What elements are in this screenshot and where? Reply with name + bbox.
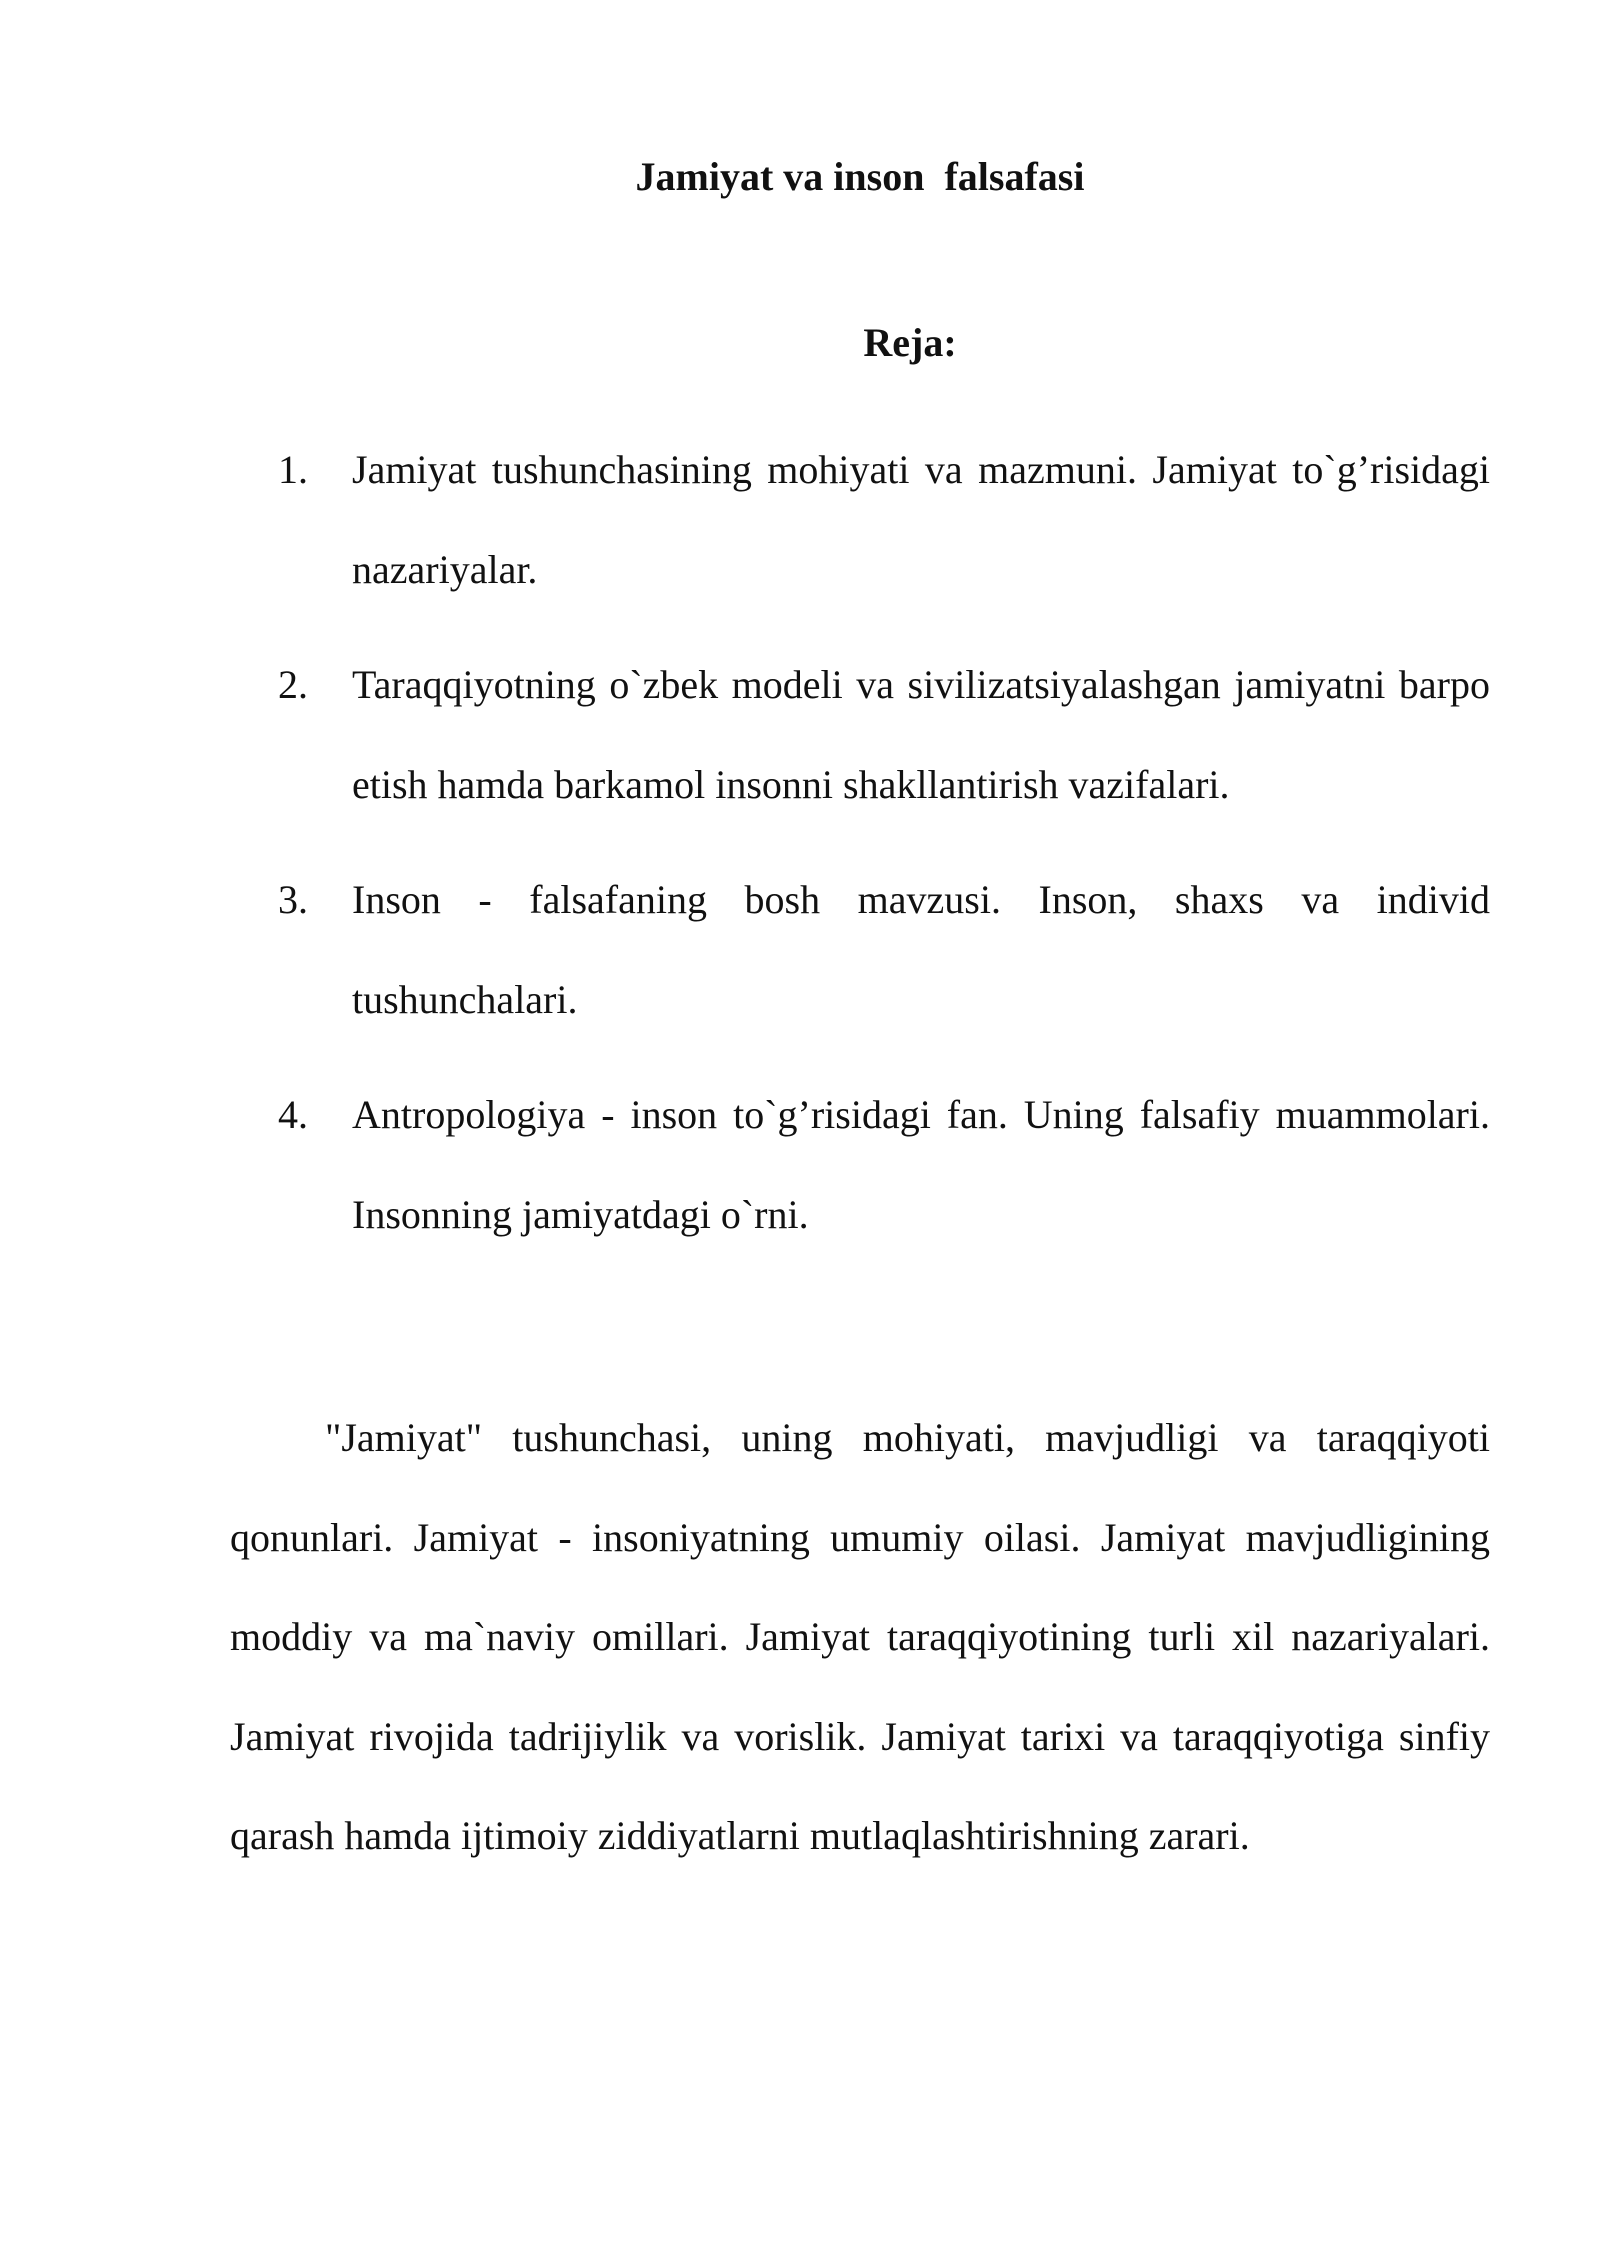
plan-item-2 — [230, 635, 1490, 835]
plan-item-1 — [230, 420, 1490, 620]
document-title: Jamiyat va inson falsafasi — [635, 154, 1085, 199]
plan-item-4 — [230, 1065, 1490, 1265]
plan-item-text: Antropologiya - inson to`g’risidagi fan. Uning falsafiy muammolari. Insonning jamiyatdagi o`rni. — [352, 1092, 1490, 1237]
plan-item-number: 3. — [278, 877, 308, 922]
plan-item-3 — [230, 850, 1490, 1050]
plan-item-number: 2. — [278, 662, 308, 707]
plan-item-text: Jamiyat tushunchasining mohiyati va mazmuni. Jamiyat to`g’risidagi nazariyalar. — [352, 447, 1490, 592]
plan-heading: Reja: — [863, 320, 957, 365]
body-paragraph: "Jamiyat" tushunchasi, uning mohiyati, mavjudligi va taraqqiyoti qonunlari. Jamiyat - insoniyatning umumiy oilasi. Jamiyat mavjudligining moddiy va ma`naviy omillari. Jamiyat taraqqiyotining turli xil nazariyalari. Jamiyat rivojida tadrijiylik va vorislik. Jamiyat tarixi va taraqqiyotiga sinfiy qarash hamda ijtimoiy ziddiyatlarni mutlaqlashtirishning zarari. — [230, 1415, 1490, 1858]
plan-item-text: Taraqqiyotning o`zbek modeli va sivilizatsiyalashgan jamiyatni barpo etish hamda barkamol insonni shakllantirish vazifalari. — [352, 662, 1490, 807]
plan-item-number: 4. — [278, 1092, 308, 1137]
plan-list — [230, 420, 1490, 1280]
plan-item-text: Inson - falsafaning bosh mavzusi. Inson, shaxs va individ tushunchalari. — [352, 877, 1490, 1022]
plan-item-number: 1. — [278, 447, 308, 492]
